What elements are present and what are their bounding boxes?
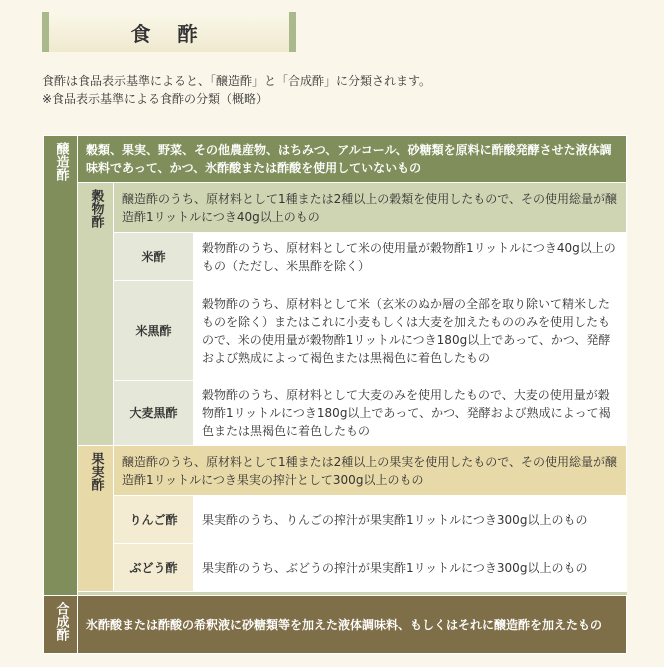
rice-vinegar-desc: 穀物酢のうち、原材料として米の使用量が穀物酢1リットルにつき40g以上のもの（ただし、米黒酢を除く） xyxy=(194,233,627,281)
brewed-label: 醸造酢 xyxy=(53,142,69,181)
apple-vinegar-name: りんご酢 xyxy=(114,496,194,544)
rice-vinegar-name: 米酢 xyxy=(114,233,194,281)
intro-text xyxy=(42,72,431,108)
intro-line-1: 食酢は食品表示基準によると、「醸造酢」と「合成酢」に分類されます。 xyxy=(42,74,432,88)
rice-vinegar-row xyxy=(44,233,627,281)
fruit-label-cell xyxy=(78,446,114,592)
fruit-row xyxy=(44,446,627,496)
fruit-desc: 醸造酢のうち、原材料として1種または2種以上の果実を使用したもので、その使用総量が醸造酢1リットルにつき果実の搾汁として300g以上のもの xyxy=(114,446,627,496)
intro-line-2: ※食品表示基準による食酢の分類（概略） xyxy=(42,92,269,106)
grain-label: 穀物酢 xyxy=(88,189,104,228)
black-rice-vinegar-row xyxy=(44,281,627,381)
grape-vinegar-row xyxy=(44,544,627,592)
grain-row xyxy=(44,183,627,233)
synthetic-desc: 氷酢酸または酢酸の希釈液に砂糖類等を加えた液体調味料、もしくはそれに醸造酢を加えたもの xyxy=(78,596,627,654)
grape-vinegar-desc: 果実酢のうち、ぶどうの搾汁が果実酢1リットルにつき300g以上のもの xyxy=(194,544,627,592)
synthetic-label-cell xyxy=(44,596,78,654)
black-rice-vinegar-name: 米黒酢 xyxy=(114,281,194,381)
brewed-desc: 穀類、果実、野菜、その他農産物、はちみつ、アルコール、砂糖類を原料に酢酸発酵させた液体調味料であって、かつ、氷酢酸または酢酸を使用していないもの xyxy=(78,136,627,183)
brewed-row xyxy=(44,136,627,183)
vinegar-classification-table xyxy=(43,135,627,654)
apple-vinegar-desc: 果実酢のうち、りんごの搾汁が果実酢1リットルにつき300g以上のもの xyxy=(194,496,627,544)
page-title-box xyxy=(42,12,296,52)
black-rice-vinegar-desc: 穀物酢のうち、原材料として米（玄米のぬか層の全部を取り除いて精米したものを除く）またはこれに小麦もしくは大麦を加えたもののみを使用したもので、米の使用量が穀物酢1リットルにつき180g以上であって、かつ、発酵および熟成によって褐色または黒褐色に着色したもの xyxy=(194,281,627,381)
grape-vinegar-name: ぶどう酢 xyxy=(114,544,194,592)
page-title: 食 酢 xyxy=(130,21,208,46)
barley-vinegar-name: 大麦黒酢 xyxy=(114,381,194,446)
fruit-label: 果実酢 xyxy=(88,452,104,491)
grain-desc: 醸造酢のうち、原材料として1種または2種以上の穀類を使用したもので、その使用総量が醸造酢1リットルにつき40g以上のもの xyxy=(114,183,627,233)
synthetic-row xyxy=(44,596,627,654)
barley-vinegar-row xyxy=(44,381,627,446)
synthetic-label: 合成酢 xyxy=(53,602,69,641)
grain-label-cell xyxy=(78,183,114,446)
apple-vinegar-row xyxy=(44,496,627,544)
brewed-label-cell xyxy=(44,136,78,596)
barley-vinegar-desc: 穀物酢のうち、原材料として大麦のみを使用したもので、大麦の使用量が穀物酢1リットルにつき180g以上であって、かつ、発酵および熟成によって褐色または黒褐色に着色したもの xyxy=(194,381,627,446)
